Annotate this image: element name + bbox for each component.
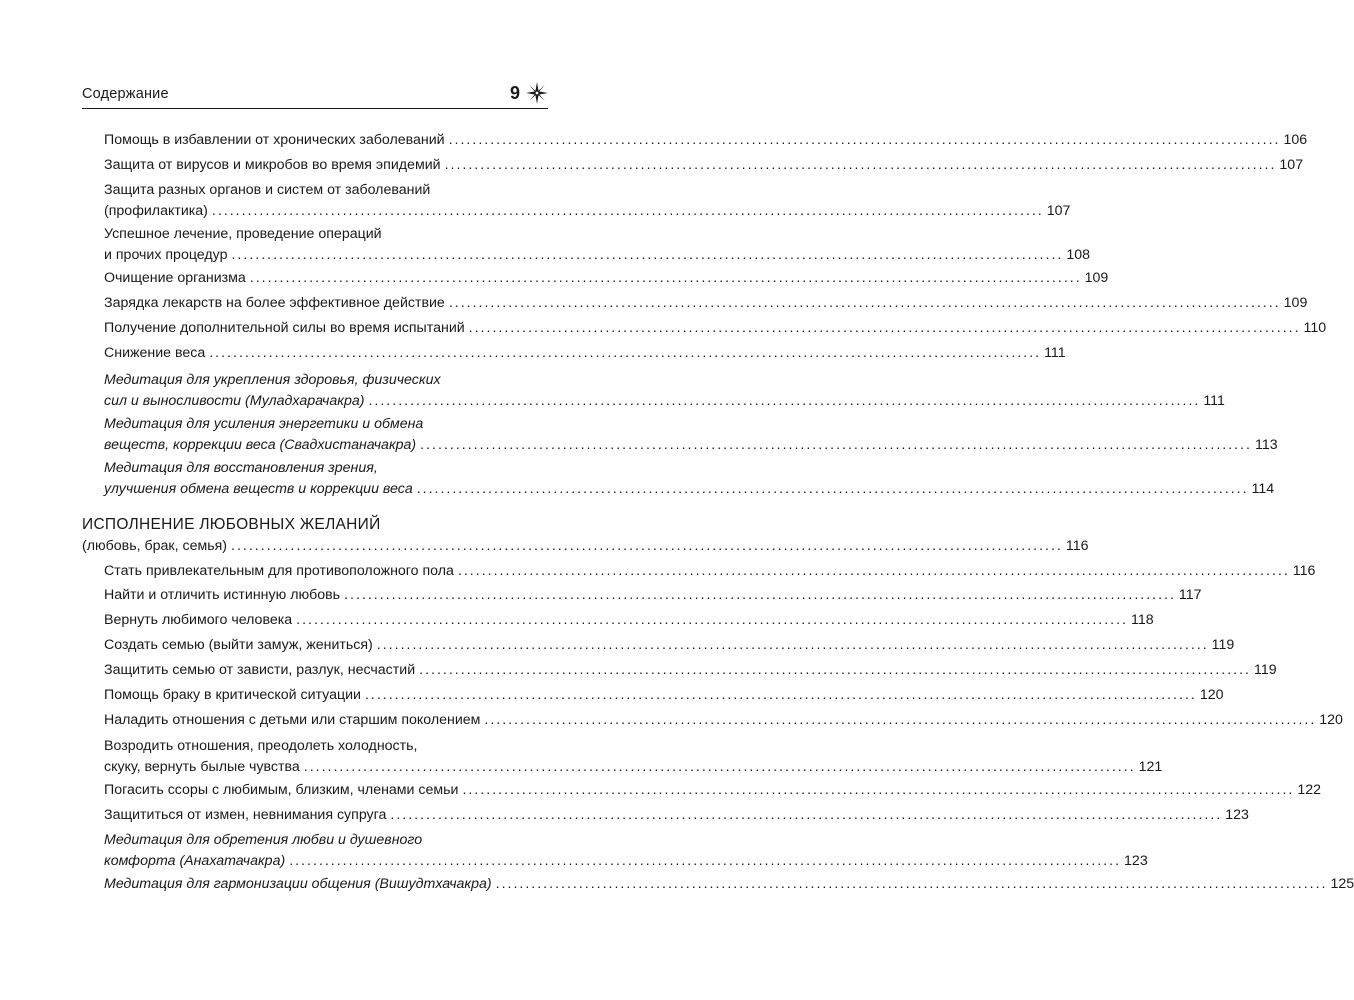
dot-leader: ............................................................................................................................................: [209, 345, 1042, 361]
dot-leader: ............................................................................................................................................: [231, 538, 1063, 554]
toc-entry-title: Погасить ссоры с любимым, близким, членами семьи: [104, 782, 459, 798]
toc-page-number: 119: [1211, 637, 1235, 653]
toc-entry-line: [104, 268, 1109, 289]
dot-leader: ............................................................................................................................................: [211, 203, 1044, 219]
toc-entry-line: [104, 660, 1277, 681]
toc-entry-line: [104, 757, 1163, 778]
toc-entry: [104, 830, 1148, 872]
toc-entry-title: Возродить отношения, преодолеть холодность,: [104, 738, 418, 754]
header-divider: [82, 108, 548, 109]
dot-leader: ............................................................................................................................................: [231, 247, 1064, 263]
toc-entry-line: [104, 635, 1235, 656]
dot-leader: ............................................................................................................................................: [289, 853, 1122, 869]
toc-entry-line: [104, 414, 526, 435]
toc-entry: [82, 536, 1089, 557]
toc-entry: [104, 710, 1343, 731]
toc-entry-line: [104, 370, 526, 391]
toc-page-number: 122: [1297, 782, 1322, 798]
toc-page-number: 111: [1044, 345, 1066, 361]
toc-entry-title: улучшения обмена веществ и коррекции веса: [104, 481, 413, 497]
toc-entry: [104, 458, 1275, 500]
toc-entry: [104, 805, 1249, 826]
toc-page-number: 109: [1084, 270, 1109, 286]
toc-page-number: 114: [1251, 481, 1275, 497]
toc-entry: [104, 293, 1308, 314]
toc-entry: [104, 874, 1354, 895]
toc-entry-line: [104, 155, 1304, 176]
toc-page-number: 117: [1178, 587, 1202, 603]
dot-leader: ............................................................................................................................................: [344, 587, 1176, 603]
toc-page-number: 120: [1199, 687, 1224, 703]
toc-entry-line: [104, 851, 1148, 872]
toc-entry-title: скуку, вернуть былые чувства: [104, 759, 300, 775]
toc-entry-line: [104, 780, 1322, 801]
toc-entry-line: [104, 180, 526, 201]
toc-entry-line: [104, 224, 526, 245]
toc-entry: [104, 561, 1316, 582]
toc-entry-title: Защита от вирусов и микробов во время эпидемий: [104, 157, 441, 173]
toc-entry-title: Медитация для укрепления здоровья, физических: [104, 372, 441, 388]
toc-entry-title: Медитация для обретения любви и душевного: [104, 832, 423, 848]
dot-leader: ............................................................................................................................................: [495, 876, 1328, 892]
toc-entry: [104, 370, 1225, 412]
dot-leader: ............................................................................................................................................: [390, 807, 1223, 823]
toc-page-number: 109: [1283, 295, 1308, 311]
toc-entry-line: [104, 736, 526, 757]
toc-entry: [104, 660, 1277, 681]
toc-entry-line: [82, 536, 1089, 557]
toc-entry-title: Наладить отношения с детьми или старшим поколением: [104, 712, 481, 728]
toc-page-number: 121: [1138, 759, 1163, 775]
toc-entry: [104, 736, 1163, 778]
dot-leader: ............................................................................................................................................: [376, 637, 1209, 653]
toc-entry-title: сил и выносливости (Муладхарачакра): [104, 393, 365, 409]
toc-entry-line: [104, 805, 1249, 826]
toc-entry-title: Медитация для усиления энергетики и обмена: [104, 416, 424, 432]
toc-entry-title: (профилактика): [104, 203, 208, 219]
dot-leader: ............................................................................................................................................: [462, 782, 1295, 798]
toc-entry-title: Найти и отличить истинную любовь: [104, 587, 341, 603]
toc-entry-line: [104, 685, 1224, 706]
toc-page-number: 116: [1065, 538, 1089, 554]
dot-leader: ............................................................................................................................................: [444, 157, 1277, 173]
dot-leader: ............................................................................................................................................: [249, 270, 1082, 286]
toc-entry: [104, 130, 1308, 151]
toc-entry-title: Стать привлекательным для противоположного пола: [104, 563, 454, 579]
toc-entry-line: [104, 130, 1308, 151]
toc-entry: [104, 318, 1327, 339]
running-header: [82, 82, 548, 112]
toc-entry: [104, 224, 1091, 266]
toc-entry-line: [104, 830, 526, 851]
toc-entry-line: [104, 201, 1071, 222]
toc-entry-title: Вернуть любимого человека: [104, 612, 293, 628]
toc-page-number: 108: [1066, 247, 1091, 263]
dot-leader: ............................................................................................................................................: [419, 662, 1251, 678]
toc-page-number: 123: [1225, 807, 1249, 823]
toc-entry: [104, 414, 1278, 456]
dot-leader: ............................................................................................................................................: [420, 437, 1253, 453]
toc-entry-title: Получение дополнительной силы во время испытаний: [104, 320, 465, 336]
toc-entry: [104, 155, 1304, 176]
dot-leader: ............................................................................................................................................: [484, 712, 1317, 728]
page-number: 9: [509, 83, 520, 103]
toc-entry-line: [104, 561, 1316, 582]
toc-page-number: 107: [1279, 157, 1304, 173]
toc-entry-title: Помощь в избавлении от хронических заболеваний: [104, 132, 445, 148]
dot-leader: ............................................................................................................................................: [416, 481, 1249, 497]
toc-entry-title: Очищение организма: [104, 270, 246, 286]
toc-entry-title: комфорта (Анахатачакра): [104, 853, 286, 869]
toc-page-number: 111: [1203, 393, 1225, 409]
section-heading: ИСПОЛНЕНИЕ ЛЮБОВНЫХ ЖЕЛАНИЙ: [82, 516, 381, 533]
toc-entry: [104, 268, 1109, 289]
toc-entry-title: Защитить семью от зависти, разлук, несчастий: [104, 662, 416, 678]
toc-entry-title: Защита разных органов и систем от заболеваний: [104, 182, 431, 198]
toc-entry-title: Успешное лечение, проведение операций: [104, 226, 382, 242]
toc-entry: [104, 610, 1154, 631]
toc-page-number: 125: [1330, 876, 1354, 892]
dot-leader: ............................................................................................................................................: [296, 612, 1128, 628]
dot-leader: ............................................................................................................................................: [448, 132, 1281, 148]
toc-page-number: 118: [1131, 612, 1154, 628]
toc-entry-line: [104, 610, 1154, 631]
toc-entry: [104, 780, 1322, 801]
toc-entry-line: [104, 245, 1091, 266]
toc-entry-line: [104, 293, 1308, 314]
toc-entry-title: и прочих процедур: [104, 247, 228, 263]
toc-entry-title: Медитация для восстановления зрения,: [104, 460, 378, 476]
toc-entry: [104, 635, 1235, 656]
toc-entry-title: Защититься от измен, невнимания супруга: [104, 807, 387, 823]
toc-entry-line: [104, 710, 1343, 731]
star-ornament-icon: [526, 82, 548, 104]
dot-leader: ............................................................................................................................................: [303, 759, 1136, 775]
toc-entry-line: [104, 585, 1202, 606]
dot-leader: ............................................................................................................................................: [368, 393, 1201, 409]
toc-entry-line: [104, 391, 1225, 412]
toc-page-number: 113: [1255, 437, 1278, 453]
toc-entry-line: [104, 458, 526, 479]
toc-entry-title: Снижение веса: [104, 345, 206, 361]
toc-entry-line: [104, 479, 1275, 500]
dot-leader: ............................................................................................................................................: [457, 563, 1290, 579]
toc-entry-line: [104, 318, 1327, 339]
toc-page-number: 107: [1046, 203, 1071, 219]
toc-entry: [104, 343, 1066, 364]
toc-entry: [104, 180, 1071, 222]
toc-page-number: 123: [1124, 853, 1148, 869]
toc-page-number: 106: [1283, 132, 1308, 148]
dot-leader: ............................................................................................................................................: [468, 320, 1301, 336]
toc-entry-title: веществ, коррекции веса (Свадхистаначакра): [104, 437, 417, 453]
toc-entry-line: [104, 435, 1278, 456]
dot-leader: ............................................................................................................................................: [448, 295, 1281, 311]
toc-entry-line: [104, 343, 1066, 364]
toc-entry-line: [104, 874, 1354, 895]
running-header-title: Содержание: [82, 86, 169, 102]
toc-page-number: 119: [1253, 662, 1277, 678]
toc-page-number: 110: [1303, 320, 1327, 336]
toc-entry-title: Создать семью (выйти замуж, жениться): [104, 637, 373, 653]
toc-entry-title: Помощь браку в критической ситуации: [104, 687, 361, 703]
toc-page-number: 116: [1292, 563, 1316, 579]
dot-leader: ............................................................................................................................................: [364, 687, 1197, 703]
toc-entry: [104, 585, 1202, 606]
section-subheading: (любовь, брак, семья): [82, 538, 228, 554]
toc-entry-title: Зарядка лекарств на более эффективное действие: [104, 295, 445, 311]
toc-entry: [104, 685, 1224, 706]
toc-page-number: 120: [1319, 712, 1343, 728]
toc-entry-title: Медитация для гармонизации общения (Вишудтхачакра): [104, 876, 492, 892]
